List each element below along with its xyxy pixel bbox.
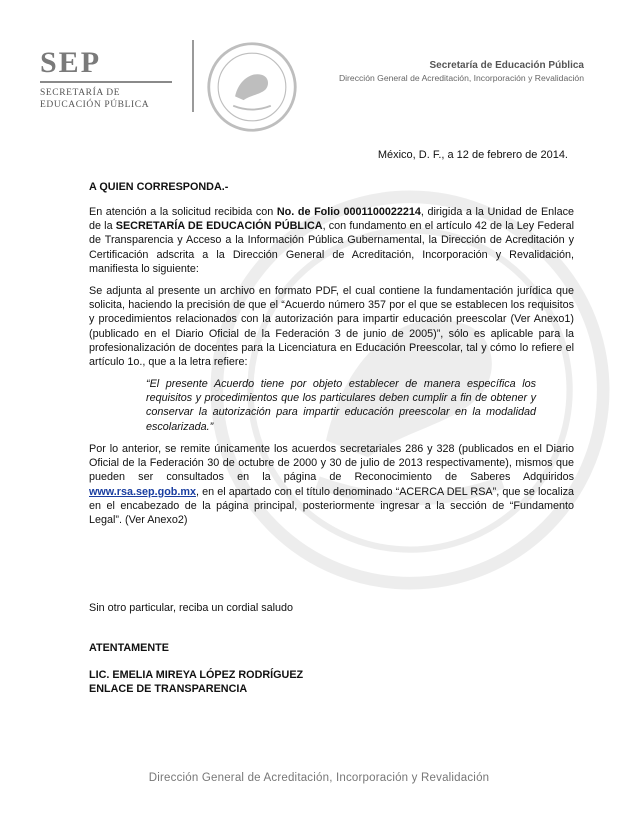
logo-divider [40, 81, 172, 83]
signer-name: LIC. EMELIA MIREYA LÓPEZ RODRÍGUEZ [89, 669, 304, 681]
paragraph-3 [89, 442, 574, 527]
paragraph-3-text-b: , en el apartado con el título denominado “ACERCA DEL RSA”, que se localiza en el encabezado de la página principal, posteriormente ingresar a la sección de “Fundamento Legal”. (Ver Anexo2) [89, 485, 574, 527]
sep-logo-mark: SEP [40, 46, 102, 79]
paragraph-1-text-a: En atención a la solicitud recibida con [89, 206, 277, 218]
rsa-website-link[interactable]: www.rsa.sep.gob.mx [89, 485, 196, 498]
folio-number: No. de Folio 0001100022214 [276, 206, 421, 218]
paragraph-1 [89, 205, 574, 276]
sep-logo [40, 48, 190, 111]
quoted-article: “El presente Acuerdo tiene por objeto establecer de manera específica los requisitos y procedimientos que los particulares deben cumplir a fin de obtener y conservar la autorización para impartir educación preescolar en la modalidad escolarizada.” [146, 378, 536, 433]
paragraph-1-text-b: , dirigida a la Unidad de Enlace de la [89, 206, 574, 233]
signer-title: ENLACE DE TRANSPARENCIA [89, 683, 248, 695]
header-divider [192, 40, 194, 112]
header-institution [339, 59, 584, 85]
footer-department: Dirección General de Acreditación, Incorporación y Revalidación [148, 772, 490, 784]
paragraph-3-text-a: Por lo anterior, se remite únicamente los acuerdos secretariales 286 y 328 (publicados en el Diario Oficial de la Federación 30 de octubre de 2000 y 30 de julio de 2013 respectivamente), mismos que pueden ser consultados en la página de Reconocimiento de Saberes Adquiridos [89, 443, 574, 484]
paragraph-1-text-c: , con fundamento en el artículo 42 de la Ley Federal de Transparencia y Acceso a la Información Pública Gubernamental, la Dirección de Acreditación y Certificación adscrita a la Dirección General de Acreditación, Incorporación y Revalidación, manifiesta lo siguiente: [89, 220, 574, 275]
date-line: México, D. F., a 12 de febrero de 2014. [377, 149, 568, 161]
salutation: A QUIEN CORRESPONDA.- [89, 181, 229, 193]
logo-line-2: EDUCACIÓN PÚBLICA [40, 100, 150, 110]
header-subtitle: Dirección General de Acreditación, Incorporación y Revalidación [338, 73, 584, 83]
secretaria-name: SECRETARÍA DE EDUCACIÓN PÚBLICA [115, 220, 323, 233]
atentamente: ATENTAMENTE [89, 642, 169, 654]
logo-line-1: SECRETARÍA DE [40, 88, 121, 98]
paragraph-2: Se adjunta al presente un archivo en formato PDF, el cual contiene la fundamentación jurídica que solicita, haciendo la precisión de que el “Acuerdo número 357 por el que se establecen los requisitos y procedimientos relacionados con la autorización para impartir educación preescolar (Ver Anexo1) (publicado en el Diario Oficial de la Federación 3 de junio de 2005)”, sólo es aplicable para la profesionalización de docentes para la Licenciatura en Educación Preescolar, tal y cómo lo refiere el artículo 1o., que a la letra refiere: [89, 285, 574, 369]
mexican-coat-of-arms-seal-icon [205, 40, 299, 134]
header-title: Secretaría de Educación Pública [429, 60, 584, 71]
closing-line: Sin otro particular, reciba un cordial saludo [89, 602, 294, 614]
